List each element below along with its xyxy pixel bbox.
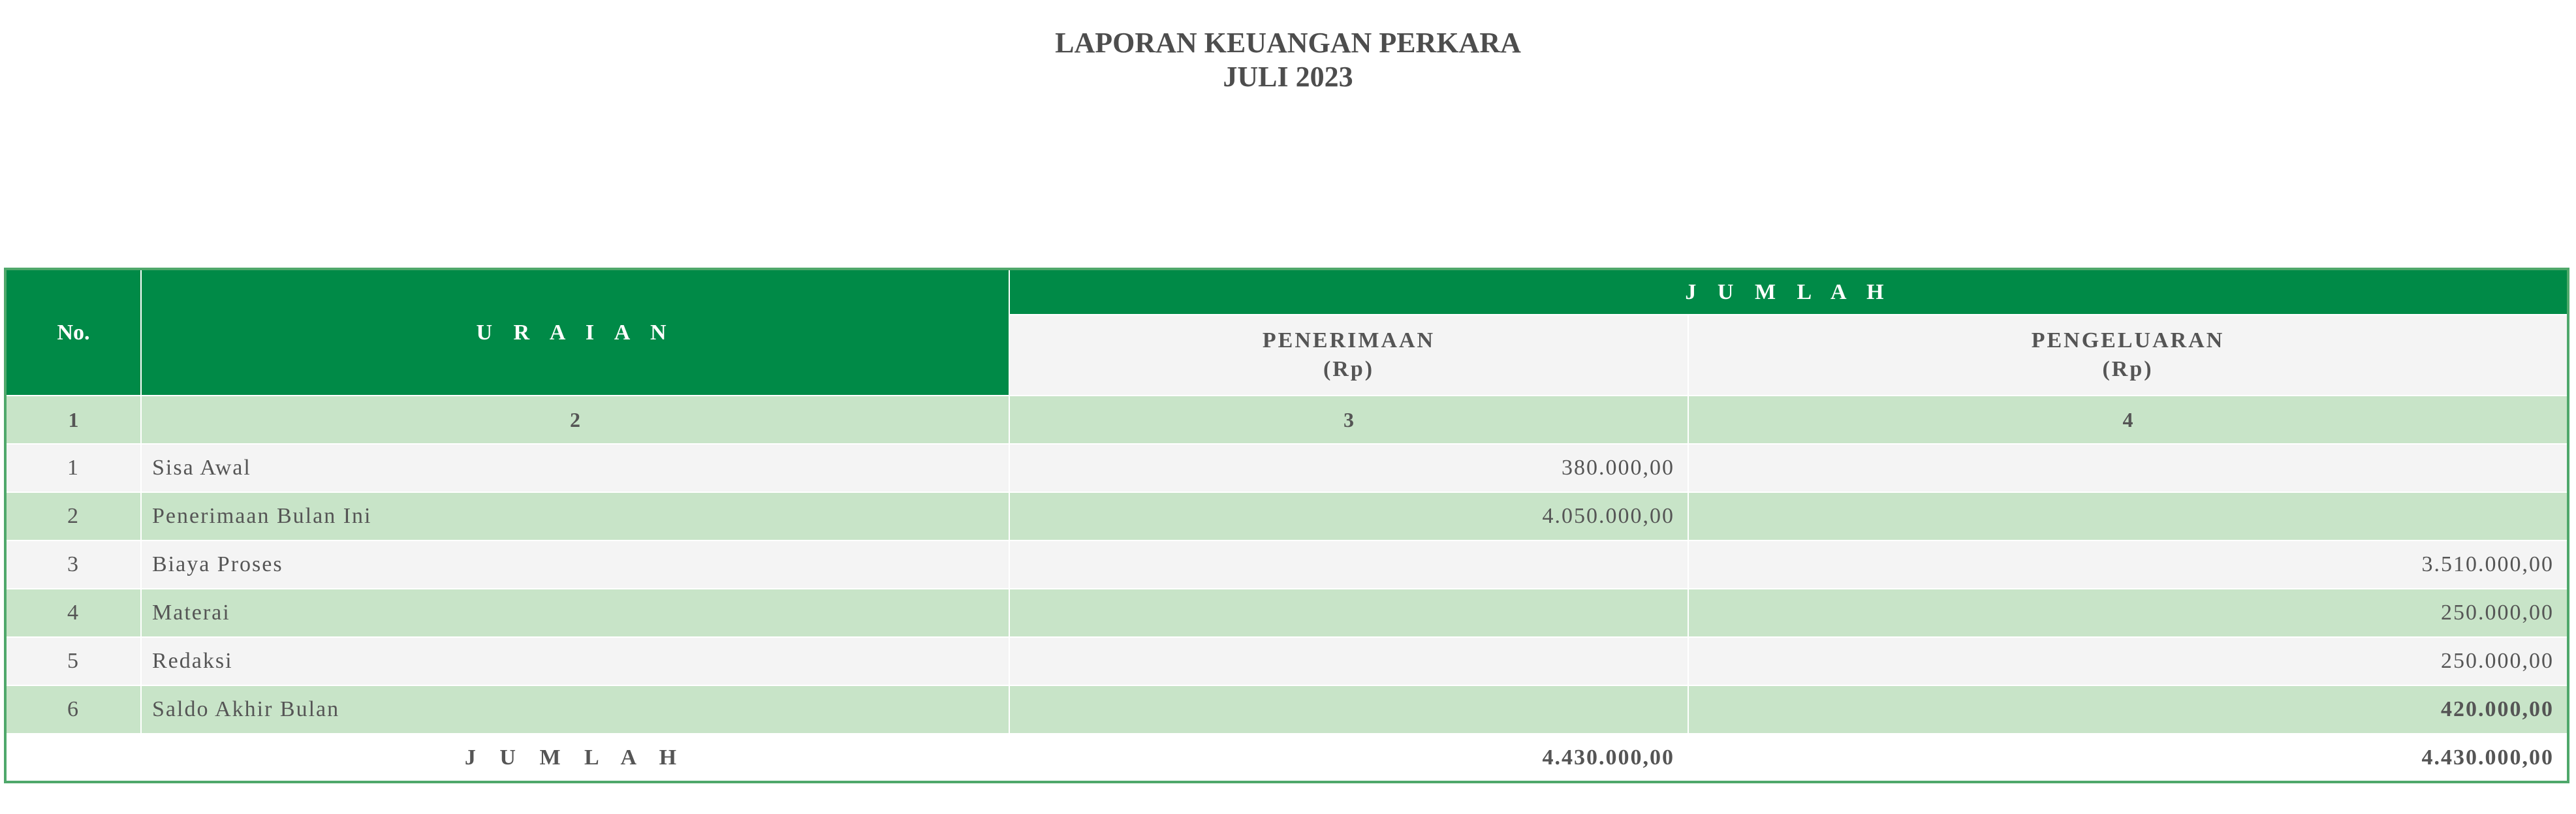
column-index-row [5, 396, 2568, 444]
header-income-label: PENERIMAAN [1262, 328, 1436, 352]
column-index-cell: 2 [141, 396, 1009, 444]
row-expense [1688, 492, 2568, 540]
header-income [1009, 315, 1688, 396]
row-no: 4 [5, 589, 141, 637]
table-row [5, 444, 2568, 492]
column-index-cell: 3 [1009, 396, 1688, 444]
row-no: 3 [5, 540, 141, 589]
row-no: 2 [5, 492, 141, 540]
column-index-cell: 4 [1688, 396, 2568, 444]
row-description: Materai [141, 589, 1009, 637]
row-no: 5 [5, 637, 141, 685]
total-no-cell [5, 734, 141, 782]
total-label: J U M L A H [141, 734, 1009, 782]
row-income [1009, 589, 1688, 637]
financial-report-table [4, 268, 2569, 783]
row-description: Redaksi [141, 637, 1009, 685]
header-no: No. [5, 269, 141, 396]
total-row [5, 734, 2568, 782]
table-row [5, 492, 2568, 540]
total-expense: 4.430.000,00 [1688, 734, 2568, 782]
total-income: 4.430.000,00 [1009, 734, 1688, 782]
table-row [5, 637, 2568, 685]
report-title [0, 26, 2576, 94]
table-row [5, 589, 2568, 637]
header-description: U R A I A N [141, 269, 1009, 396]
row-expense: 250.000,00 [1688, 637, 2568, 685]
row-income [1009, 540, 1688, 589]
row-income: 380.000,00 [1009, 444, 1688, 492]
row-description: Penerimaan Bulan Ini [141, 492, 1009, 540]
row-no: 1 [5, 444, 141, 492]
row-expense: 420.000,00 [1688, 685, 2568, 734]
column-index-cell: 1 [5, 396, 141, 444]
row-income: 4.050.000,00 [1009, 492, 1688, 540]
header-expense-unit: (Rp) [2102, 357, 2154, 381]
table-row [5, 540, 2568, 589]
header-expense [1688, 315, 2568, 396]
row-description: Sisa Awal [141, 444, 1009, 492]
report-title-main: LAPORAN KEUANGAN PERKARA [1055, 27, 1521, 59]
report-period: JULI 2023 [1223, 61, 1353, 93]
header-income-unit: (Rp) [1323, 357, 1375, 381]
row-description: Biaya Proses [141, 540, 1009, 589]
row-income [1009, 637, 1688, 685]
header-expense-label: PENGELUARAN [2031, 328, 2225, 352]
row-expense: 3.510.000,00 [1688, 540, 2568, 589]
table-row [5, 685, 2568, 734]
row-description: Saldo Akhir Bulan [141, 685, 1009, 734]
row-income [1009, 685, 1688, 734]
header-amount-group: J U M L A H [1009, 269, 2568, 315]
row-no: 6 [5, 685, 141, 734]
row-expense [1688, 444, 2568, 492]
row-expense: 250.000,00 [1688, 589, 2568, 637]
